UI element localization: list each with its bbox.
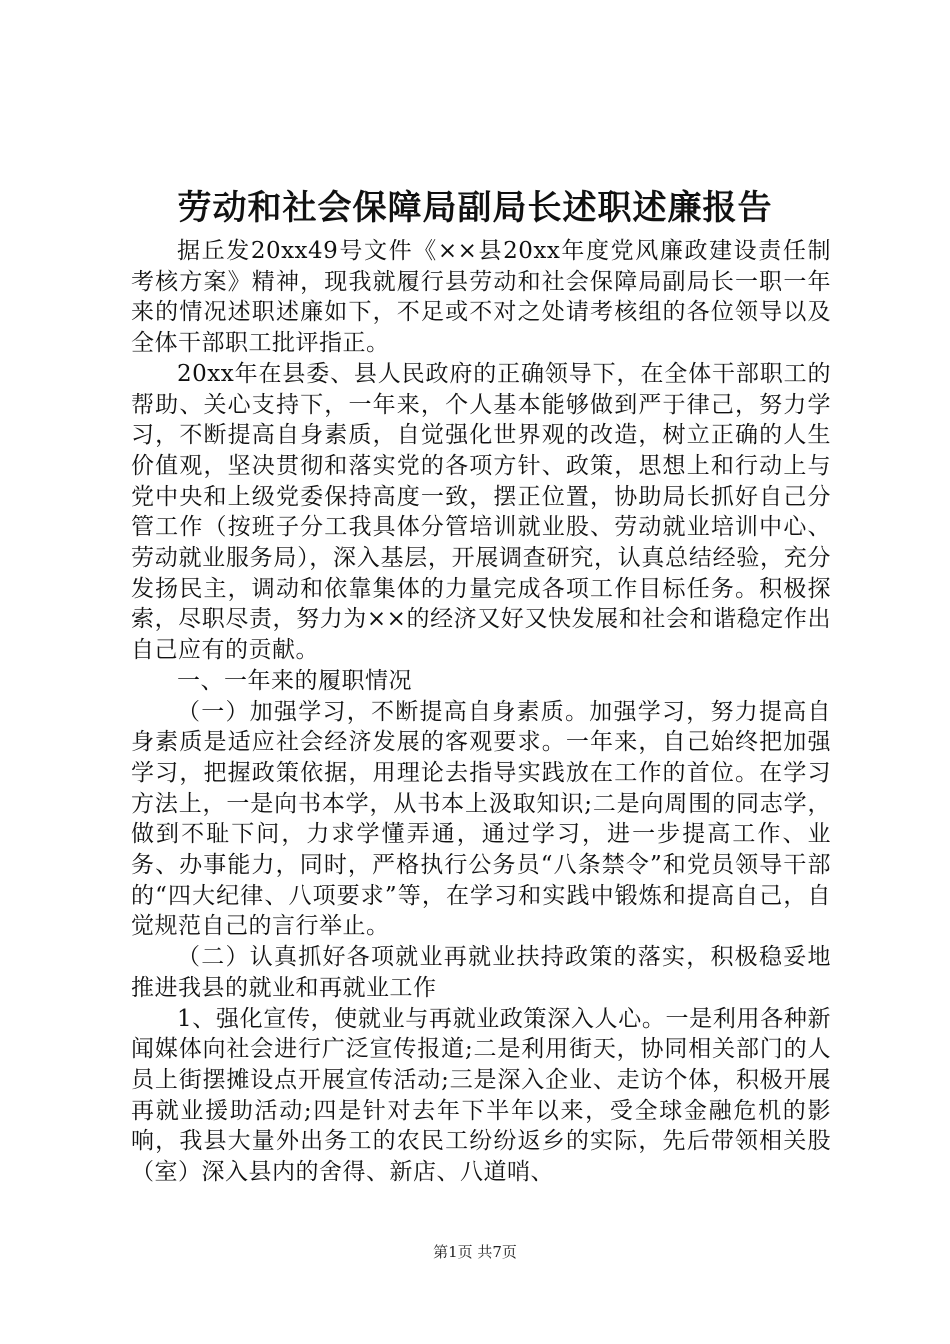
paragraph-employment-heading: （二）认真抓好各项就业再就业扶持政策的落实，积极稳妥地推进我县的就业和再就业工作: [131, 944, 831, 1001]
document-body: [131, 236, 831, 1188]
section-heading-1: 一、一年来的履职情况: [177, 667, 412, 694]
paragraph-study: （一）加强学习，不断提高自身素质。加强学习，努力提高自身素质是适应社会经济发展的客观要求。一年来，自己始终把加强学习，把握政策依据，用理论去指导实践放在工作的首位。在学习方法上，一是向书本学，从书本上汲取知识;二是向周围的同志学，做到不耻下问，力求学懂弄通，通过学习，进一步提高工作、业务、办事能力，同时，严格执行公务员“八条禁令”和党员领导干部的“四大纪律、八项要求”等，在学习和实践中锻炼和提高自己，自觉规范自己的言行举止。: [131, 698, 831, 940]
paragraph-intro: 据丘发20xx49号文件《××县20xx年度党风廉政建设责任制考核方案》精神，现我就履行县劳动和社会保障局副局长一职一年来的情况述职述廉如下，不足或不对之处请考核组的各位领导以及全体干部职工批评指正。: [131, 238, 831, 357]
paragraph-summary: 20xx年在县委、县人民政府的正确领导下，在全体干部职工的帮助、关心支持下，一年来，个人基本能够做到严于律己，努力学习，不断提高自身素质，自觉强化世界观的改造，树立正确的人生价值观，坚决贯彻和落实党的各项方针、政策，思想上和行动上与党中央和上级党委保持高度一致，摆正位置，协助局长抓好自己分管工作（按班子分工我具体分管培训就业股、劳动就业培训中心、劳动就业服务局），深入基层，开展调查研究，认真总结经验，充分发扬民主，调动和依靠集体的力量完成各项工作目标任务。积极探索，尽职尽责，努力为××的经济又好又快发展和社会和谐稳定作出自己应有的贡献。: [131, 360, 831, 664]
document-title: 劳动和社会保障局副局长述职述廉报告: [177, 188, 773, 228]
paragraph-publicity: 1、强化宣传，使就业与再就业政策深入人心。一是利用各种新闻媒体向社会进行广泛宣传报道;二是利用街天，协同相关部门的人员上街摆摊设点开展宣传活动;三是深入企业、走访个体，积极开展再就业援助活动;四是针对去年下半年以来，受全球金融危机的影响，我县大量外出务工的农民工纷纷返乡的实际，先后带领相关股（室）深入县内的舍得、新店、八道哨、: [131, 1005, 831, 1186]
page-indicator: 第1页 共7页: [433, 1243, 517, 1261]
